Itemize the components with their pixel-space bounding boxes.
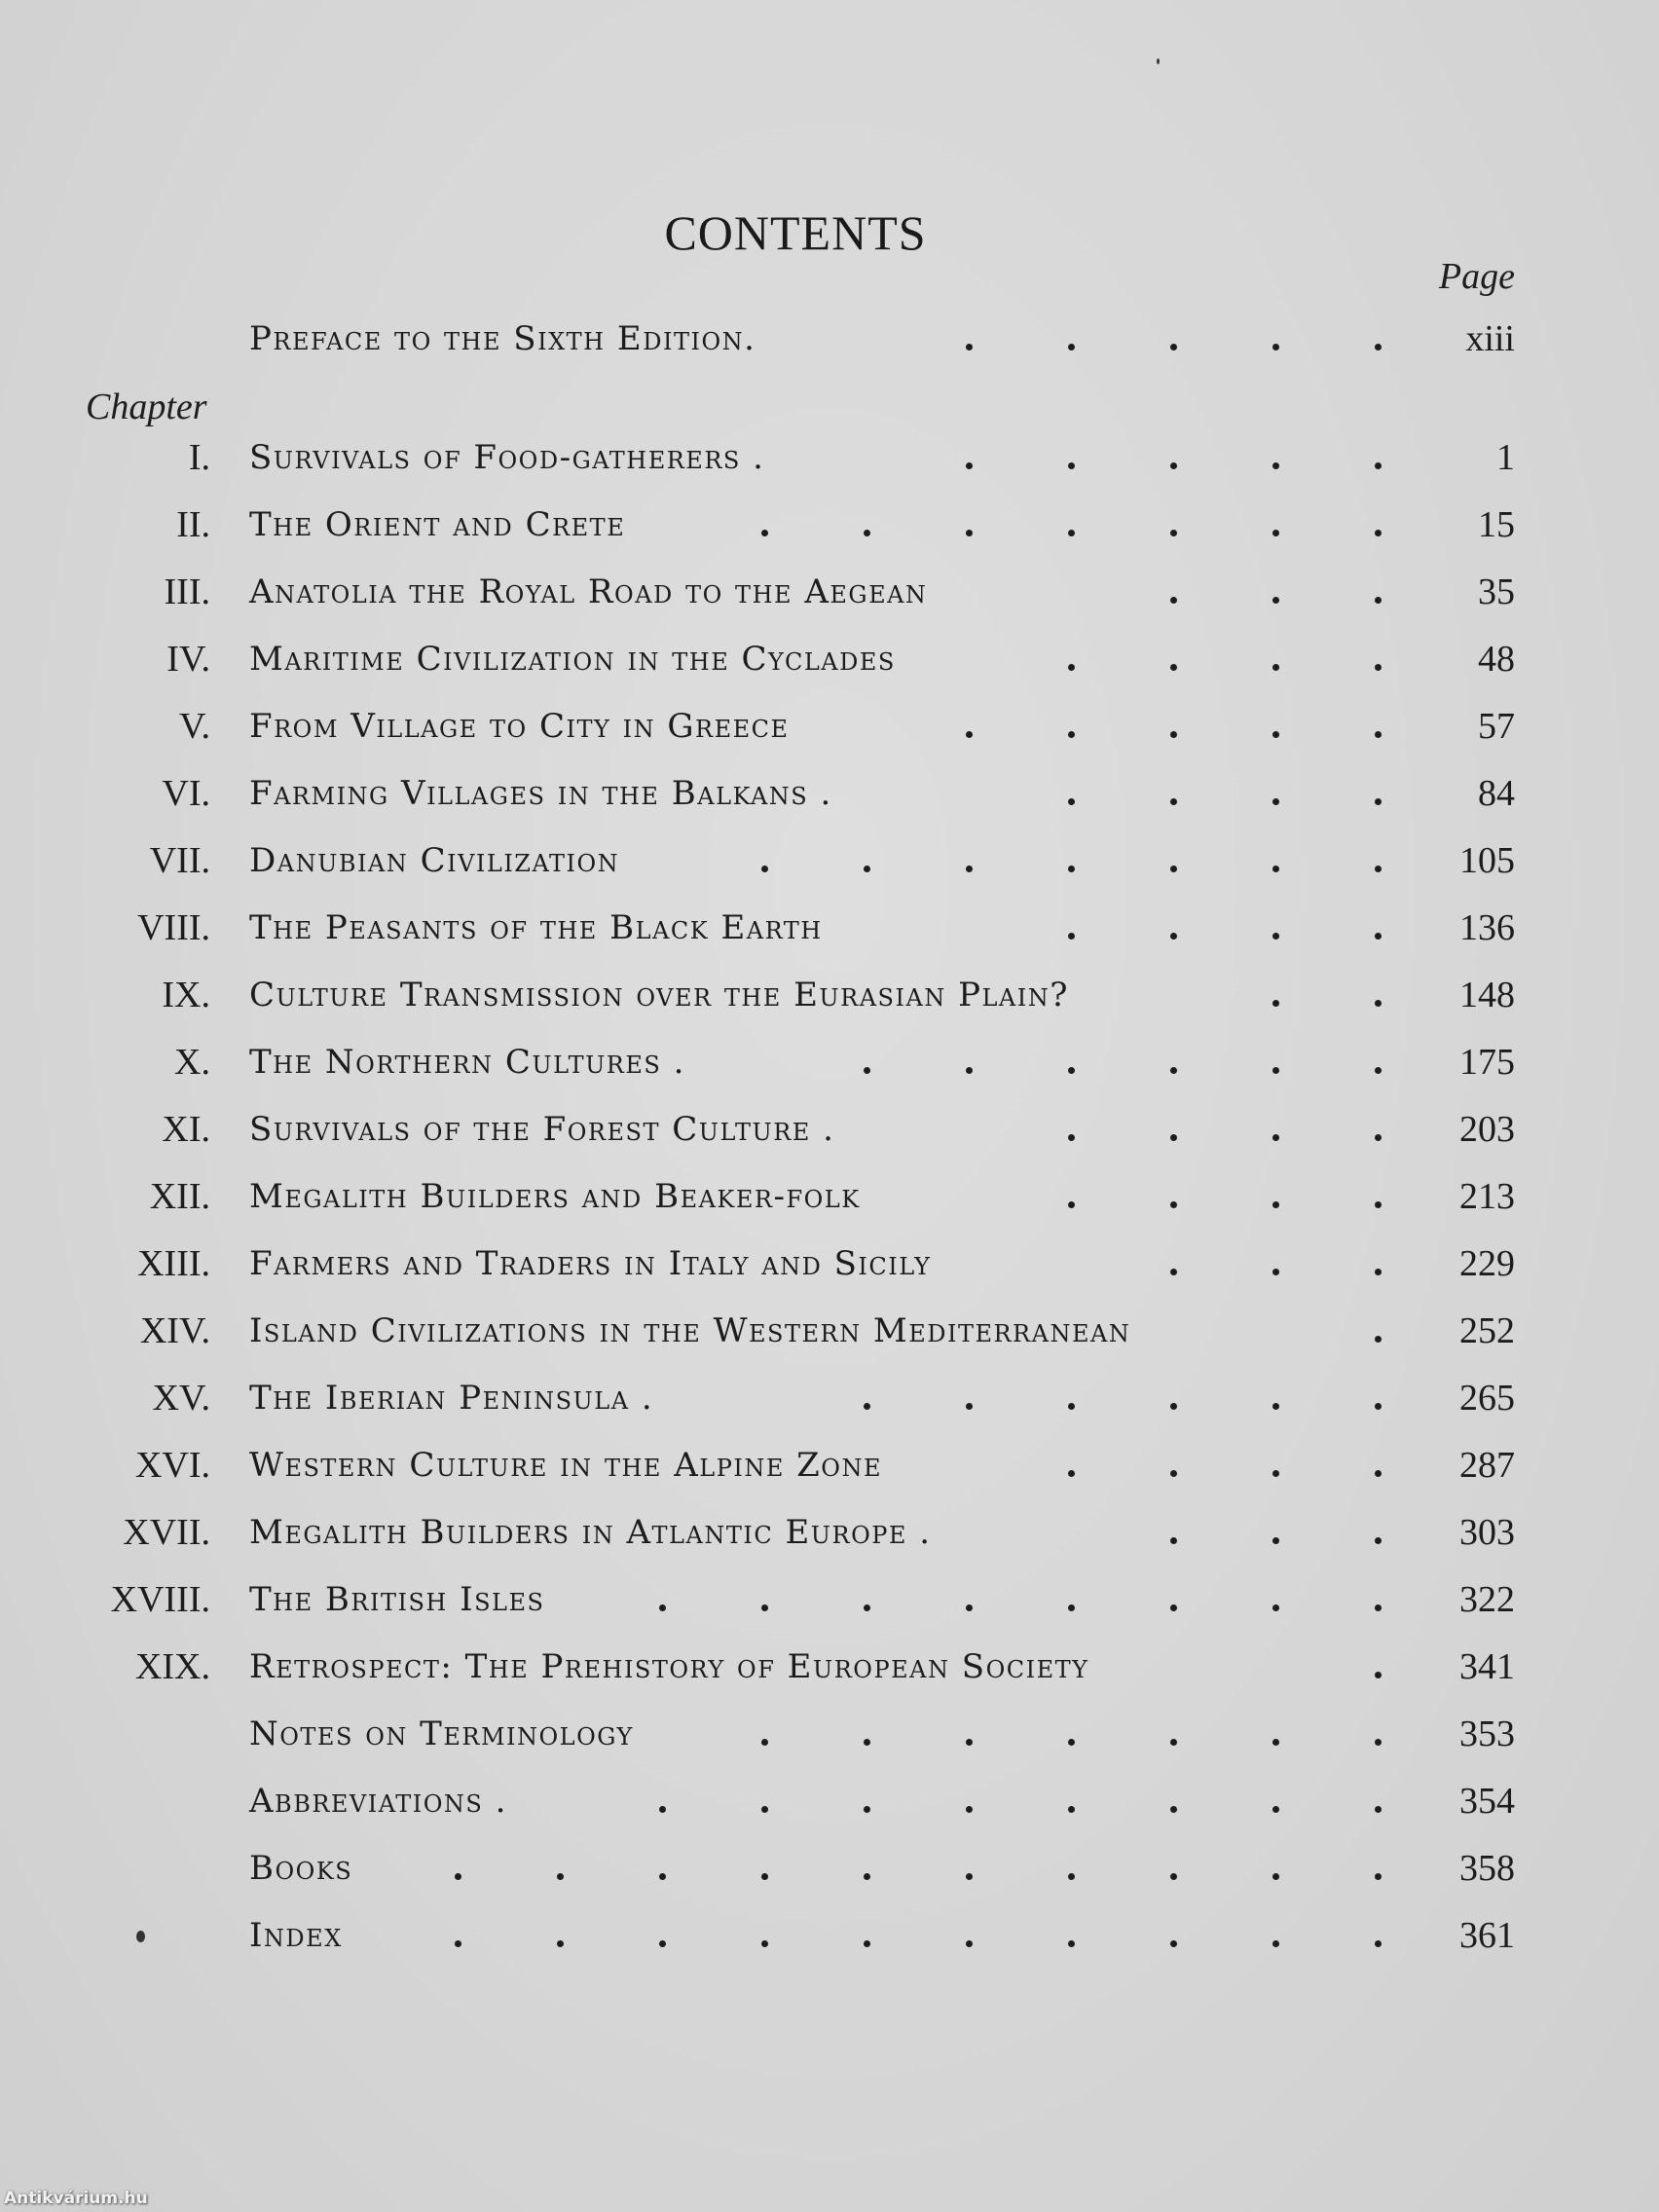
leader-dot (966, 344, 973, 350)
entry-page-number: 353 (1459, 1714, 1515, 1754)
entry-page-number: 287 (1459, 1445, 1515, 1486)
chapter-numeral: XIV. (139, 1310, 210, 1351)
leader-dot (1375, 1470, 1382, 1477)
leader-dot (1170, 1269, 1177, 1275)
leader-dot (1170, 1134, 1177, 1141)
leader-dot (966, 1940, 973, 1947)
leader-dot (1375, 344, 1382, 350)
leader-dot (966, 1739, 973, 1746)
leader-dot (864, 1940, 870, 1947)
dot-leaders (0, 310, 1659, 368)
chapter-numeral: I. (188, 437, 210, 478)
dot-leaders (0, 1772, 1659, 1830)
leader-dot (1170, 462, 1177, 469)
leader-dot (1375, 1537, 1382, 1544)
leader-dot (1170, 344, 1177, 350)
chapter-numeral: IX. (162, 975, 210, 1015)
leader-dot (659, 1806, 666, 1813)
leader-dot (1170, 866, 1177, 872)
leader-dot (1272, 1269, 1279, 1275)
leader-dot (966, 462, 973, 469)
toc-entry-chapter-14[interactable] (0, 1302, 1659, 1360)
leader-dot (557, 1873, 564, 1880)
leader-dot (557, 1940, 564, 1947)
entry-title: The Orient and Crete (249, 505, 626, 544)
entry-title: Books (249, 1849, 353, 1888)
leader-dot (1272, 1000, 1279, 1007)
leader-dot (1272, 462, 1279, 469)
leader-dot (1375, 866, 1382, 872)
leader-dot (1068, 866, 1075, 872)
page-title: CONTENTS (664, 205, 927, 260)
chapter-numeral: XII. (149, 1176, 210, 1217)
leader-dot (1375, 1000, 1382, 1007)
entry-title: Survivals of Food-gatherers . (249, 438, 765, 477)
chapter-numeral: XIII. (137, 1243, 210, 1284)
leader-dot (966, 1604, 973, 1611)
leader-dot (761, 1940, 768, 1947)
leader-dot (1375, 798, 1382, 805)
toc-entry-chapter-7[interactable] (0, 831, 1659, 890)
leader-dot (659, 1604, 666, 1611)
dot-leaders (0, 1570, 1659, 1629)
leader-dot (966, 866, 973, 872)
leader-dot (1272, 1537, 1279, 1544)
leader-dot (1272, 1403, 1279, 1410)
entry-title: From Village to City in Greece (249, 707, 790, 746)
leader-dot (864, 530, 870, 536)
toc-entry-preface[interactable] (0, 310, 1659, 368)
dot-leaders (0, 1167, 1659, 1226)
leader-dot (1272, 1067, 1279, 1074)
leader-dot (1375, 1604, 1382, 1611)
dot-leaders (0, 1369, 1659, 1427)
leader-dot (1068, 530, 1075, 536)
chapter-numeral: III. (164, 571, 210, 612)
leader-dot (1375, 1873, 1382, 1880)
toc-entry-index[interactable] (0, 1906, 1659, 1965)
leader-dot (659, 1873, 666, 1880)
leader-dot (1068, 344, 1075, 350)
leader-dot (1375, 1201, 1382, 1208)
entry-page-number: 303 (1459, 1512, 1515, 1553)
leader-dot (966, 1403, 973, 1410)
entry-page-number: 322 (1459, 1579, 1515, 1620)
leader-dot (1170, 731, 1177, 738)
leader-dot (1068, 1940, 1075, 1947)
leader-dot (1272, 664, 1279, 671)
leader-dot (864, 866, 870, 872)
leader-dot (1068, 664, 1075, 671)
leader-dot (1068, 1739, 1075, 1746)
entry-page-number: 48 (1478, 639, 1515, 680)
toc-entry-abbreviations[interactable] (0, 1772, 1659, 1830)
leader-dot (1170, 597, 1177, 604)
toc-entry-chapter-6[interactable] (0, 764, 1659, 823)
entry-title: Megalith Builders and Beaker-folk (249, 1177, 861, 1216)
leader-dot (1272, 1806, 1279, 1813)
leader-dot (761, 530, 768, 536)
toc-entry-notes-on-terminology[interactable] (0, 1705, 1659, 1763)
entry-page-number: xiii (1465, 318, 1515, 359)
leader-dot (1272, 530, 1279, 536)
ink-speck (136, 1931, 145, 1942)
toc-entry-chapter-12[interactable] (0, 1167, 1659, 1226)
toc-entry-chapter-13[interactable] (0, 1235, 1659, 1293)
leader-dot (761, 1604, 768, 1611)
toc-entry-chapter-8[interactable] (0, 899, 1659, 957)
leader-dot (864, 1604, 870, 1611)
entry-page-number: 84 (1478, 773, 1515, 814)
toc-entry-chapter-3[interactable] (0, 563, 1659, 621)
leader-dot (1272, 1134, 1279, 1141)
leader-dot (1272, 866, 1279, 872)
leader-dot (1170, 664, 1177, 671)
leader-dot (455, 1873, 461, 1880)
dot-leaders (0, 1705, 1659, 1763)
leader-dot (1170, 1873, 1177, 1880)
leader-dot (1375, 1336, 1382, 1343)
toc-entry-chapter-9[interactable] (0, 966, 1659, 1024)
leader-dot (1272, 731, 1279, 738)
entry-title: The Iberian Peninsula . (249, 1379, 654, 1418)
dot-leaders (0, 428, 1659, 487)
leader-dot (1272, 597, 1279, 604)
entry-title: Abbreviations . (249, 1782, 507, 1821)
leader-dot (1272, 1201, 1279, 1208)
dot-leaders (0, 764, 1659, 823)
entry-title: Megalith Builders in Atlantic Europe . (249, 1513, 932, 1552)
leader-dot (966, 1806, 973, 1813)
entry-page-number: 358 (1459, 1848, 1515, 1889)
leader-dot (1170, 1067, 1177, 1074)
dot-leaders (0, 1638, 1659, 1696)
leader-dot (1170, 1940, 1177, 1947)
leader-dot (1375, 597, 1382, 604)
leader-dot (864, 1806, 870, 1813)
leader-dot (864, 1403, 870, 1410)
dot-leaders (0, 1033, 1659, 1091)
leader-dot (1170, 530, 1177, 536)
dot-leaders (0, 1436, 1659, 1494)
entry-page-number: 252 (1459, 1310, 1515, 1351)
leader-dot (1068, 1604, 1075, 1611)
leader-dot (1170, 1403, 1177, 1410)
entry-title: Western Culture in the Alpine Zone (249, 1446, 882, 1485)
chapter-numeral: V. (178, 706, 210, 747)
leader-dot (1272, 1739, 1279, 1746)
toc-entry-chapter-18[interactable] (0, 1570, 1659, 1629)
entry-page-number: 341 (1459, 1646, 1515, 1687)
leader-dot (1375, 731, 1382, 738)
entry-page-number: 136 (1459, 907, 1515, 948)
entry-title: Danubian Civilization (249, 841, 620, 880)
entry-page-number: 265 (1459, 1378, 1515, 1419)
leader-dot (1272, 344, 1279, 350)
chapter-numeral: VI. (162, 773, 210, 814)
dot-leaders (0, 1235, 1659, 1293)
leader-dot (966, 1873, 973, 1880)
leader-dot (1375, 1739, 1382, 1746)
chapter-numeral: XV. (152, 1378, 210, 1419)
leader-dot (1375, 1672, 1382, 1678)
leader-dot (1068, 798, 1075, 805)
dot-leaders (0, 831, 1659, 890)
leader-dot (1068, 1067, 1075, 1074)
dot-leaders (0, 1302, 1659, 1360)
entry-title: The Peasants of the Black Earth (249, 908, 823, 947)
entry-title: Retrospect: The Prehistory of European Society (249, 1647, 1089, 1686)
leader-dot (1170, 1201, 1177, 1208)
toc-entry-chapter-4[interactable] (0, 630, 1659, 688)
toc-entry-chapter-17[interactable] (0, 1503, 1659, 1562)
chapter-numeral: XIX. (134, 1646, 210, 1687)
leader-dot (1068, 1806, 1075, 1813)
leader-dot (1068, 1403, 1075, 1410)
entry-page-number: 229 (1459, 1243, 1515, 1284)
leader-dot (1375, 530, 1382, 536)
dot-leaders (0, 630, 1659, 688)
entry-page-number: 57 (1478, 706, 1515, 747)
page-column-label: Page (1438, 256, 1515, 297)
leader-dot (1375, 664, 1382, 671)
entry-title: Maritime Civilization in the Cyclades (249, 640, 896, 679)
leader-dot (1272, 798, 1279, 805)
entry-title: Index (249, 1916, 343, 1955)
leader-dot (1068, 1470, 1075, 1477)
chapter-numeral: XVI. (134, 1445, 210, 1486)
dot-leaders (0, 563, 1659, 621)
leader-dot (864, 1873, 870, 1880)
entry-title: The British Isles (249, 1580, 545, 1619)
entry-title: Preface to the Sixth Edition. (249, 319, 756, 358)
dot-leaders (0, 1100, 1659, 1159)
leader-dot (761, 1806, 768, 1813)
leader-dot (864, 1739, 870, 1746)
leader-dot (659, 1940, 666, 1947)
entry-title: Island Civilizations in the Western Mediterranean (249, 1311, 1131, 1350)
chapter-numeral: XVII. (123, 1512, 210, 1553)
entry-page-number: 175 (1459, 1042, 1515, 1083)
leader-dot (1170, 1806, 1177, 1813)
leader-dot (864, 1067, 870, 1074)
watermark: Antikvárium.hu (4, 2189, 148, 2208)
leader-dot (1375, 933, 1382, 940)
dot-leaders (0, 1503, 1659, 1562)
leader-dot (1272, 1470, 1279, 1477)
entry-title: Farmers and Traders in Italy and Sicily (249, 1244, 932, 1283)
leader-dot (1375, 1269, 1382, 1275)
leader-dot (1170, 1537, 1177, 1544)
leader-dot (1170, 798, 1177, 805)
entry-page-number: 203 (1459, 1109, 1515, 1150)
leader-dot (1170, 1470, 1177, 1477)
toc-entry-chapter-5[interactable] (0, 697, 1659, 756)
dot-leaders (0, 966, 1659, 1024)
dot-leaders (0, 1906, 1659, 1965)
leader-dot (761, 1739, 768, 1746)
chapter-numeral: IV. (166, 639, 210, 680)
entry-page-number: 148 (1459, 975, 1515, 1015)
leader-dot (1170, 933, 1177, 940)
leader-dot (966, 530, 973, 536)
toc-entry-chapter-15[interactable] (0, 1369, 1659, 1427)
leader-dot (1068, 1134, 1075, 1141)
chapter-numeral: II. (176, 504, 210, 545)
entry-page-number: 35 (1478, 571, 1515, 612)
entry-title: Anatolia the Royal Road to the Aegean (249, 572, 928, 611)
leader-dot (1170, 1739, 1177, 1746)
leader-dot (966, 1067, 973, 1074)
entry-page-number: 1 (1496, 437, 1515, 478)
leader-dot (761, 866, 768, 872)
leader-dot (1375, 462, 1382, 469)
entry-page-number: 354 (1459, 1781, 1515, 1822)
leader-dot (1068, 933, 1075, 940)
chapter-numeral: VII. (149, 840, 210, 881)
toc-entry-chapter-1[interactable] (0, 428, 1659, 487)
leader-dot (1272, 1940, 1279, 1947)
leader-dot (761, 1873, 768, 1880)
leader-dot (1272, 933, 1279, 940)
entry-title: Notes on Terminology (249, 1714, 634, 1753)
toc-entry-books[interactable] (0, 1839, 1659, 1898)
ink-speck (1157, 58, 1160, 64)
toc-entry-chapter-10[interactable] (0, 1033, 1659, 1091)
toc-entry-chapter-2[interactable] (0, 496, 1659, 554)
entry-title: Survivals of the Forest Culture . (249, 1110, 835, 1149)
toc-entry-chapter-11[interactable] (0, 1100, 1659, 1159)
entry-page-number: 15 (1478, 504, 1515, 545)
leader-dot (1375, 1134, 1382, 1141)
entry-title: The Northern Cultures . (249, 1043, 685, 1082)
leader-dot (1375, 1067, 1382, 1074)
toc-entry-chapter-19[interactable] (0, 1638, 1659, 1696)
entry-page-number: 213 (1459, 1176, 1515, 1217)
chapter-column-label: Chapter (86, 387, 207, 427)
leader-dot (1272, 1604, 1279, 1611)
leader-dot (455, 1940, 461, 1947)
leader-dot (1272, 1873, 1279, 1880)
chapter-numeral: XVIII. (110, 1579, 210, 1620)
leader-dot (1375, 1940, 1382, 1947)
leader-dot (1068, 1873, 1075, 1880)
dot-leaders (0, 899, 1659, 957)
leader-dot (1068, 1201, 1075, 1208)
leader-dot (1068, 462, 1075, 469)
entry-page-number: 105 (1459, 840, 1515, 881)
entry-page-number: 361 (1459, 1915, 1515, 1956)
chapter-numeral: X. (174, 1042, 210, 1083)
dot-leaders (0, 496, 1659, 554)
leader-dot (1375, 1403, 1382, 1410)
entry-title: Farming Villages in the Balkans . (249, 774, 832, 813)
leader-dot (1170, 1604, 1177, 1611)
chapter-numeral: XI. (162, 1109, 210, 1150)
toc-entry-chapter-16[interactable] (0, 1436, 1659, 1494)
leader-dot (1375, 1806, 1382, 1813)
entry-title: Culture Transmission over the Eurasian Plain? (249, 976, 1069, 1014)
dot-leaders (0, 697, 1659, 756)
leader-dot (1068, 731, 1075, 738)
leader-dot (966, 731, 973, 738)
chapter-numeral: VIII. (137, 907, 210, 948)
dot-leaders (0, 1839, 1659, 1898)
